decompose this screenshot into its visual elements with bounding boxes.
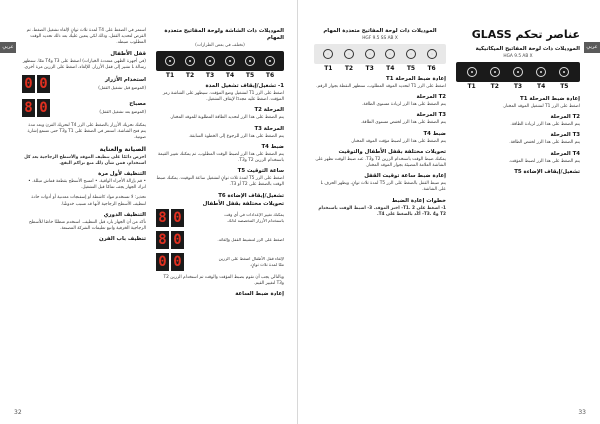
t3-text: يتم الضغط على هذا الزر لخفض مستوى الطاقة. [360,120,446,126]
display-diagram-a: 8 0 يمكنك تغيير الإعدادات في أي وقت باستخدام الأزرار المخصصة لذلك. [156,209,284,227]
panel-heading: الموديلات ذات لوحة المفاتيح الميكانيكية [475,46,580,52]
cleaning-warning: تحذير: لا تستخدم مواد كاشطة أو إسفنجات معدنية أو أدوات حادة لتنظيف الأسطح الزجاجية لأنها قد تسبب خدوشًا. [31,195,146,207]
first-cleaning-heading: التنظيف لأول مرة [98,171,146,178]
t3-heading: T3 المرحلة [416,112,446,119]
display-c-caption: لإلغاء قفل الأطفال اضغط على الزرين معًا لمدة ثلاث ثوانٍ. [218,256,284,267]
child-lock-heading: قفل الأطفال [110,50,146,57]
page-title: عناصر تحكم GLASS [471,28,580,41]
t4-text: يتم الضغط على هذا الزر لضبط مؤقت الموقد المختار. [350,138,446,144]
display-a-caption: يمكنك تغيير الإعدادات في أي وقت باستخدام الأزرار المخصصة لذلك. [224,212,284,223]
maintenance-heading: الصيانة والعناية [99,145,146,153]
display-b-caption: اضغط على الزر لتنشيط القفل وإلغائه. [217,236,284,242]
t4-text: يتم الضغط على هذا الزر لضبط المؤقت. [508,158,580,164]
touch-key-icon [165,56,175,66]
panel-key-labels: T1 T2 T3 T4 T5 [467,83,569,90]
t2-heading: T2 المرحلة [416,94,446,101]
t4-text: يتم الضغط على هذا الزر لضبط الوقت المطلوب، ثم يمكنك تغيير القيمة باستخدام الزرين T2 وT3. [157,151,284,164]
page-32-right-column [156,28,284,299]
t2-text: يتم الضغط على هذا الزر لتحديد الطاقة المطلوبة للموقد المختار. [169,115,284,121]
t3-heading: المرحلة T3 [254,125,284,132]
t2-text: يتم الضغط على هذا الزر لزيادة الطاقة. [510,122,580,128]
page-33-right-column [456,28,580,177]
t3-heading: T3 المرحلة [550,132,580,139]
panel-heading: الموديلات ذات لوحة المفاتيح متعددة المهام [323,28,437,34]
steps-text: 1- اضغط على T1. 2- اختر الموقد. 3- اضبط الوقت باستخدام T2 وT3. 4- أكّد بالضغط على T4. [318,205,446,217]
control-panel-image [456,62,580,82]
display-2-title: مصباح [129,101,146,108]
touch-key-icon [427,49,437,59]
footer-heading: إعادة ضبط الساعة [235,291,284,298]
t1-text: اضغط على الزر T1 لتشغيل وضع المؤقت. سيظهر على الشاشة رمز المؤقت. اضغط عليه مجددًا لإيقاف التشغيل. [162,91,284,103]
t2-heading: المرحلة T2 [254,107,284,114]
display-diagram-c: 0 0 لإلغاء قفل الأطفال اضغط على الزرين معًا لمدة ثلاث ثوانٍ. [156,253,284,271]
knob-icon [513,67,523,77]
t1-heading: 1- تشغيل/إيقاف تشغيل المدة [205,83,284,89]
control-panel-image [156,51,284,71]
t1-text: اضغط على الزر T1 لتشغيل الموقد المختار. [502,104,580,109]
after-display-text: يمكنك تحريك الأزرار بالضغط على الزر T4 لتحريك الفرن وبعد مدة يتم فتح الشاشة. استمر في الضغط على T1 وT3 حتى تسمع إشارة صوتية. [27,123,146,141]
t1-heading: إعادة ضبط المرحلة T1 [386,76,446,82]
t6-heading: تشغيل/إيقاف الإضاءة T6 [218,192,284,199]
display-diagram-b: 8 0 اضغط على الزر لتنشيط القفل وإلغائه. [156,231,284,249]
t5-text: اضغط على الزر T5 لمدة ثلاث ثوانٍ لتشغيل ساعة التوقيت. يمكنك ضبط الوقت بالضغط على T2 أو T3. [156,176,284,188]
panel-key-labels: T1 T2 T3 T4 T5 T6 [165,72,275,79]
t4-heading: ضبط T4 [423,130,446,137]
control-panel-image [314,44,446,64]
t3-text: يتم الضغط على هذا الزر للرجوع إلى الخطوة السابقة. [188,133,284,139]
knob-icon [467,67,477,77]
t5-heading: ساعة التوقيت T5 [237,168,284,175]
language-tab: عربي [0,42,16,53]
oven-door-heading: تنظيف باب الفرن [98,236,146,243]
footer-text: وبالتالي يجب أن تقوم بضبط المؤقت والوقت ثم استخدام الزرين T2 وT3 لتغيير القيم. [163,274,284,286]
intro-paragraph: استمر في الضغط على T4 لمدة ثلاث ثوانٍ لإلغاء تشغيل الضغط. ثم القرص لتحديد القفل، وذلك لكي يتعين عليك بعد ذلك تحديد الوقت المطلوب ضبطه. [26,28,146,46]
model-code: HGF 9.5 SS AB X [362,36,398,41]
model-code: HGA 9.5 AB X [503,54,533,59]
display-diagram-1 [22,75,146,93]
panel-heading: الموديلات ذات الشاشة ولوحة المفاتيح متعددة المهام [164,28,284,41]
regular-cleaning-heading: التنظيف الدوري [103,211,146,218]
page-number: 33 [578,409,586,416]
t1-heading: إعادة ضبط المرحلة T1 [520,96,580,102]
touch-key-icon [225,56,235,66]
knob-icon [490,67,500,77]
maintenance-intro: احرص دائمًا على تنظيف الموقد والأسطح الزجاجية بعد كل استخدام، فمن شأن ذلك منع تراكم البقع. [24,154,146,166]
t2-text: يتم الضغط على هذا الزر لزيادة مستوى الطاقة. [362,102,446,108]
segment-display: 0 0 [22,75,50,93]
touch-key-icon [365,49,375,59]
panel-subheading: (تختلف في بعض الطرازات) [195,43,245,48]
panel-key-labels: T1 T2 T3 T4 T5 T6 [324,65,436,72]
page-33-left-column [314,28,446,222]
t1-text: اضغط على الزر T1 لتحديد الموقد المطلوب، ستظهر النقطة بجوار الرقم. [316,84,446,89]
page-number: 32 [14,409,22,416]
touch-key-icon [406,49,416,59]
segment-display: 8 0 [22,99,50,117]
t2-heading: T2 المرحلة [550,114,580,121]
t3-text: يتم الضغط على هذا الزر لخفض الطاقة. [509,140,580,146]
page-32-left-column [22,28,146,244]
knob-icon [559,67,569,77]
first-cleaning-items: • قم بإزالة الأجزاء الواقية. • امسح الأسطح بقطعة قماش مبللة. • اترك الجهاز يجف تمامًا قبل التشغيل. [28,179,146,191]
display-section-heading: تحويلات مختلفة بقفل الأطفال [202,200,284,207]
reset-text: يتم ضبط القفل بالضغط على الزر T5 لمدة ثلاث ثوانٍ، ويظهر الحرف L على الشاشة. [320,181,446,193]
child-lock-text: يمكنك ضبط الوقت باستخدام الزرين T2 وT3. عند ضبط الوقت تظهر على الشاشة العلامة المضيئة بجوار الموقد المختار. [315,156,446,169]
page-32 [0,0,298,424]
touch-key-icon [323,49,333,59]
t5-heading: تشغيل/إيقاف الإضاءة T5 [514,168,580,175]
touch-key-icon [385,49,395,59]
touch-key-icon [344,49,354,59]
knob-icon [536,67,546,77]
display-1-title: استخدام الأزرار [104,77,146,84]
t4-heading: T4 المرحلة [550,150,580,157]
display-1-caption: (الموضع قبل تشغيل القفل) [98,85,146,91]
display-diagram-2 [22,99,146,117]
touch-key-icon [185,56,195,66]
touch-key-icon [265,56,275,66]
regular-cleaning-text: تأكد من أن الجهاز بارد قبل التنظيف. استخدم منظفًا خاصًا للأسطح الزجاجية الخزفية واتبع تعليمات الشركة المصنعة. [29,219,146,232]
language-tab: عربي [584,42,600,53]
reset-heading: إعادة ضبط ساعة توقيت القفل [364,173,446,180]
touch-key-icon [205,56,215,66]
steps-heading: خطوات إعادة الضبط [391,197,446,204]
display-2-caption: (الموضع بعد تشغيل القفل) [99,109,146,115]
t4-heading: ضبط T4 [261,143,284,150]
child-lock-text: (في أجهزة الطهي متعددة الخيارات) اضغط على T3 وT4 معًا. ستظهر رسالة L تشير إلى قفل الأزرار. للإلغاء، اضغط على الزرين مرة أخرى. [22,58,146,70]
touch-key-icon [245,56,255,66]
page-33 [302,0,600,424]
child-lock-heading: تحويلات مختلفة بقفل الأطفال والتوقيت [338,148,446,155]
